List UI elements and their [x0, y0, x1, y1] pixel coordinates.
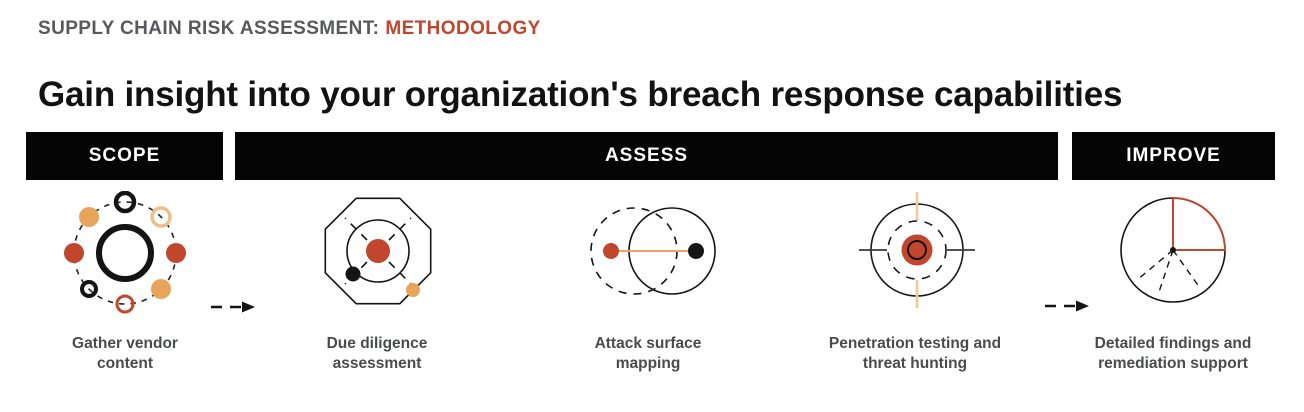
phase-bar-scope: SCOPE	[26, 132, 223, 180]
eyebrow-prefix: SUPPLY CHAIN RISK ASSESSMENT:	[38, 18, 380, 39]
step-caption-penetration-testing: Penetration testing and threat hunting	[828, 335, 1002, 373]
overlapping-circles-icon	[589, 206, 717, 296]
step-caption-attack-surface-mapping: Attack surface mapping	[594, 335, 702, 373]
flow-arrow-icon	[210, 300, 256, 314]
phase-bar-assess: ASSESS	[235, 132, 1058, 180]
step-caption-gather-vendor-content: Gather vendor content	[72, 335, 178, 373]
step-caption-detailed-findings: Detailed findings and remediation support	[1094, 335, 1252, 373]
step-caption-due-diligence-assessment: Due diligence assessment	[326, 335, 428, 373]
eyebrow-highlight: METHODOLOGY	[385, 18, 541, 39]
flow-arrow-icon	[1044, 299, 1090, 313]
vendor-network-icon	[63, 191, 187, 315]
page-title: Gain insight into your organization's breach response capabilities	[38, 75, 1123, 115]
crosshair-target-icon	[857, 190, 977, 310]
octagon-assessment-icon	[318, 191, 438, 311]
pie-quadrant-icon	[1117, 194, 1229, 306]
eyebrow-heading	[38, 18, 541, 40]
phase-bar-improve: IMPROVE	[1072, 132, 1275, 180]
